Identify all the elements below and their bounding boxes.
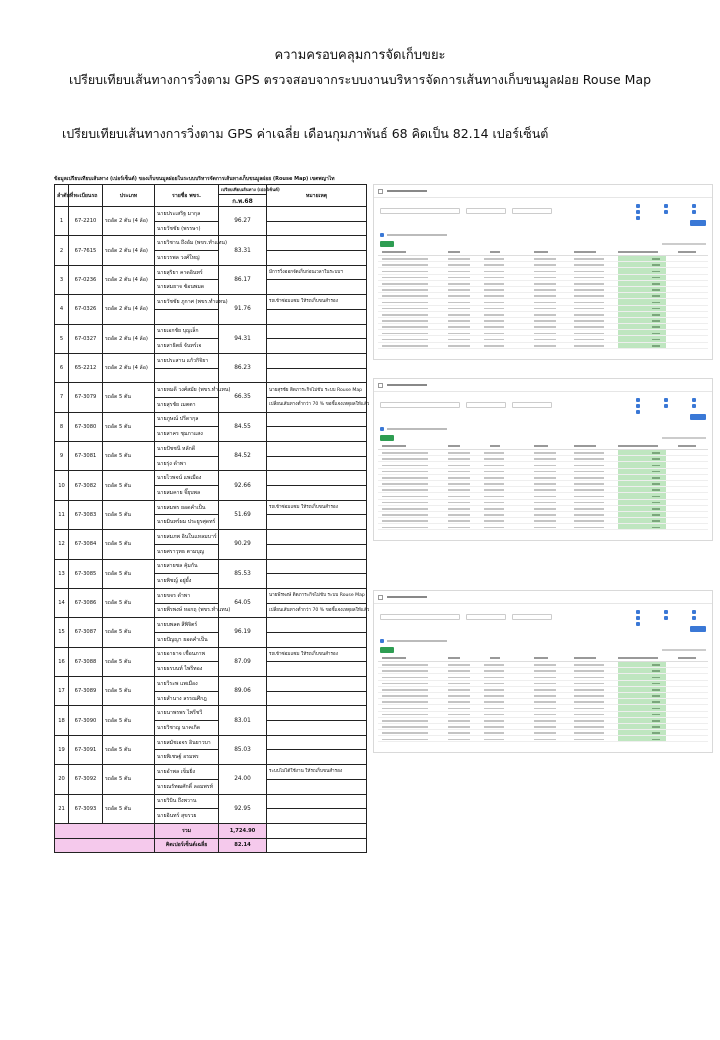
cell-percent: 96.27	[219, 207, 267, 236]
cell-percent: 83.01	[219, 706, 267, 735]
cell-note	[267, 750, 367, 765]
cell-staff: นายวัชชัย ภูกาศ (พขร.ทำแทน)	[155, 295, 219, 310]
table-row	[55, 647, 367, 662]
cell-plate: 67-3088	[69, 647, 103, 676]
cell-plate: 67-0326	[69, 295, 103, 324]
cell-percent: 51.69	[219, 500, 267, 529]
search-button[interactable]	[690, 626, 706, 632]
cell-no: 3	[55, 265, 69, 294]
cell-note: เปลี่ยนเส้นทางต่ำกว่า 70 % ขอชี้แจงเหตุผลให้แล้ว	[267, 397, 367, 412]
page-subtitle: เปรียบเทียบเส้นทางการวิ่งตาม GPS ตรวจสอบจากระบบงานบริหารจัดการเส้นทางเก็บขนมูลฝอย Rouse Map	[68, 72, 652, 87]
cell-note	[267, 530, 367, 545]
cell-note: รถเข้าซ่อมแซม ให้รถเก็บขนสำรอง	[267, 295, 367, 310]
cell-type: รถอัด 2 ตัน (4 ล้อ)	[103, 353, 155, 382]
cell-note	[267, 368, 367, 383]
col-header-type: ประเภท	[103, 185, 155, 207]
cell-type: รถอัด 5 ตัน	[103, 559, 155, 588]
cell-plate: 67-3083	[69, 500, 103, 529]
cell-staff: นายวรพล วงศ์ใหญ่	[155, 251, 219, 266]
cell-note	[267, 559, 367, 574]
cell-type: รถอัด 5 ตัน	[103, 794, 155, 823]
panel-filter	[374, 198, 712, 230]
cell-note	[267, 632, 367, 647]
panel-header	[374, 185, 712, 198]
cell-percent: 85.53	[219, 559, 267, 588]
cell-no: 12	[55, 530, 69, 559]
cell-staff: นายสำนาง ลรรณศึกฎ	[155, 691, 219, 706]
table-row	[55, 677, 367, 692]
panel-filter	[374, 604, 712, 636]
cell-no: 16	[55, 647, 69, 676]
cell-no: 10	[55, 471, 69, 500]
table-title: ข้อมูลเปรียบเทียบเส้นทาง (เปอร์เซ็นต์) ของเก็บขนมูลฝอยในระบบบริหารจัดการเส้นทางเก็บขนมูลฝอย (Rouse Map) เขตพญาไท	[54, 176, 335, 182]
export-button[interactable]	[380, 647, 394, 653]
table-row	[55, 324, 367, 339]
cell-note	[267, 412, 367, 427]
cell-no: 15	[55, 618, 69, 647]
cell-staff: นายพิเชษฐ์ อรมพร	[155, 750, 219, 765]
cell-percent: 84.55	[219, 412, 267, 441]
cell-plate: 67-3079	[69, 383, 103, 412]
cell-staff: นายสุรชัย เมตตา	[155, 397, 219, 412]
cell-no: 13	[55, 559, 69, 588]
cell-staff: นายขจร ดำพา	[155, 588, 219, 603]
cell-plate: 67-3084	[69, 530, 103, 559]
page-title: ความครอบคลุมการจัดเก็บขยะ	[274, 48, 446, 63]
cell-no: 19	[55, 735, 69, 764]
cell-staff: นายสมัชเอจร อินยาวบา	[155, 735, 219, 750]
cell-staff: นายเอกชัย บุญเล็ก	[155, 324, 219, 339]
cell-plate: 67-0327	[69, 324, 103, 353]
cell-no: 5	[55, 324, 69, 353]
cell-type: รถอัด 2 ตัน (4 ล้อ)	[103, 207, 155, 236]
cell-note: รถเข้าซ่อมแซม ให้รถเก็บขนสำรอง	[267, 500, 367, 515]
cell-note	[267, 691, 367, 706]
cell-note	[267, 794, 367, 809]
cell-percent: 92.95	[219, 794, 267, 823]
cell-type: รถอัด 5 ตัน	[103, 618, 155, 647]
panel-header	[374, 379, 712, 392]
cell-note	[267, 735, 367, 750]
table-row	[55, 207, 367, 222]
cell-staff: นายวิบิน ถึงพวาน	[155, 794, 219, 809]
cell-staff: นายสมยาจ ซ้อนพมด	[155, 280, 219, 295]
cell-percent: 24.00	[219, 765, 267, 794]
cell-staff: นายหมดี วงศ์สมัย (พขร.ทำแทน)	[155, 383, 219, 398]
cell-percent: 83.31	[219, 236, 267, 265]
cell-staff: นายอำพล เข็มยิ่ง	[155, 765, 219, 780]
cell-no: 18	[55, 706, 69, 735]
cell-percent: 90.29	[219, 530, 267, 559]
cell-note	[267, 662, 367, 677]
cell-staff: นายวิชาญ นาคเกิด	[155, 721, 219, 736]
cell-no: 17	[55, 677, 69, 706]
cell-type: รถอัด 5 ตัน	[103, 647, 155, 676]
cell-staff: นายสมคาย จี๊ยุบพล	[155, 486, 219, 501]
table-row	[55, 353, 367, 368]
cell-no: 20	[55, 765, 69, 794]
cell-percent: 84.52	[219, 442, 267, 471]
average-value: 82.14	[219, 838, 267, 853]
table-row	[55, 618, 367, 633]
search-button[interactable]	[690, 414, 706, 420]
cell-percent: 85.03	[219, 735, 267, 764]
cell-no: 8	[55, 412, 69, 441]
cell-percent: 92.66	[219, 471, 267, 500]
cell-staff: นายปัญญา ยอดคำเป็น	[155, 632, 219, 647]
cell-staff: นายนาพรพร ไพรีชวี	[155, 706, 219, 721]
cell-percent: 91.76	[219, 295, 267, 324]
table-row	[55, 412, 367, 427]
cell-note: มีการวิ่งออกจัดเก็บก่อนเวลาในระบบฯ	[267, 265, 367, 280]
search-button[interactable]	[690, 220, 706, 226]
cell-staff: นายวิชาน ถึงอัม (พขร.ทำแทน)	[155, 236, 219, 251]
cell-staff: นายรุ่ง ดำพา	[155, 456, 219, 471]
table-row	[55, 383, 367, 398]
cell-type: รถอัด 5 ตัน	[103, 735, 155, 764]
cell-note	[267, 309, 367, 324]
cell-type: รถอัด 5 ตัน	[103, 765, 155, 794]
average-row	[55, 838, 367, 853]
table-row	[55, 265, 367, 280]
col-header-staff: รายชื่อ พขร.	[155, 185, 219, 207]
total-value: 1,724.90	[219, 823, 267, 838]
cell-staff: นายภูษณ์ ปรีดากุล	[155, 412, 219, 427]
cell-type: รถอัด 2 ตัน (4 ล้อ)	[103, 324, 155, 353]
cell-no: 1	[55, 207, 69, 236]
cell-plate: 67-3087	[69, 618, 103, 647]
cell-note	[267, 236, 367, 251]
cell-staff: นายสุริยา คาดอินทร์	[155, 265, 219, 280]
table-row	[55, 471, 367, 486]
cell-no: 2	[55, 236, 69, 265]
cell-note	[267, 251, 367, 266]
export-button[interactable]	[380, 241, 394, 247]
cell-note	[267, 486, 367, 501]
cell-staff	[155, 368, 219, 383]
cell-staff: นายประเสริฐ มากุล	[155, 207, 219, 222]
cell-staff: นายสมพร ยอดคำเป็น	[155, 500, 219, 515]
cell-no: 7	[55, 383, 69, 412]
cell-note	[267, 809, 367, 824]
cell-plate: 67-0236	[69, 265, 103, 294]
cell-percent: 94.31	[219, 324, 267, 353]
cell-type: รถอัด 5 ตัน	[103, 530, 155, 559]
cell-note: รถเข้าซ่อมแซม ให้รถเก็บขนสำรอง	[267, 647, 367, 662]
cell-percent: 89.06	[219, 677, 267, 706]
cell-no: 21	[55, 794, 69, 823]
cell-type: รถอัด 5 ตัน	[103, 677, 155, 706]
cell-staff	[155, 309, 219, 324]
cell-note	[267, 207, 367, 222]
col-header-pct-group: เปรียบเทียบเส้นทาง (เปอร์เซ็นต์)	[219, 185, 267, 195]
col-header-plate: ทะเบียนรถ	[69, 185, 103, 207]
cell-note	[267, 280, 367, 295]
cell-note: เปลี่ยนเส้นทางต่ำกว่า 70 % ขอชี้แจงเหตุผลให้แล้ว	[267, 603, 367, 618]
cell-type: รถอัด 2 ตัน (4 ล้อ)	[103, 295, 155, 324]
cell-staff: นายพิชญ์ อยู่ยั้ง	[155, 574, 219, 589]
average-label: คิดเปอร์เซ็นต์เฉลี่ย	[155, 838, 219, 853]
cell-type: รถอัด 5 ตัน	[103, 442, 155, 471]
cell-note	[267, 544, 367, 559]
table-row	[55, 735, 367, 750]
cell-plate: 67-3080	[69, 412, 103, 441]
cell-plate: 67-3092	[69, 765, 103, 794]
cell-staff: นายอาธาจ เชื่อนภาพ	[155, 647, 219, 662]
cell-note	[267, 324, 367, 339]
cell-staff: นายวีระพ แพเมือง	[155, 677, 219, 692]
cell-percent: 66.35	[219, 383, 267, 412]
cell-staff: นายสายชล คุ้มกัน	[155, 559, 219, 574]
list-item	[378, 343, 708, 349]
comparison-table	[54, 184, 370, 853]
cell-plate: 67-3085	[69, 559, 103, 588]
cell-staff: นายปัชชนี หลักดี	[155, 442, 219, 457]
export-button[interactable]	[380, 435, 394, 441]
cell-note	[267, 706, 367, 721]
cell-plate: 65-2212	[69, 353, 103, 382]
cell-percent: 86.23	[219, 353, 267, 382]
summary-text: เปรียบเทียบเส้นทางการวิ่งตาม GPS ค่าเฉลี่ย เดือนกุมภาพันธ์ 68 คิดเป็น 82.14 เปอร์เซ็นต์	[62, 126, 549, 141]
cell-note	[267, 471, 367, 486]
cell-type: รถอัด 5 ตัน	[103, 588, 155, 617]
cell-staff: นายอินทร์ สุขรวย	[155, 809, 219, 824]
cell-percent: 86.17	[219, 265, 267, 294]
cell-type: รถอัด 5 ตัน	[103, 706, 155, 735]
cell-staff: นายณรัทฒศักดิ์ ลอมพรท์	[155, 779, 219, 794]
cell-staff: นายวัชชัย (พรรษา)	[155, 221, 219, 236]
cell-staff: นายสาธิตย์ จันทร์เจ	[155, 339, 219, 354]
cell-staff: นายศราวุทธ ตามบุญ	[155, 544, 219, 559]
cell-note	[267, 339, 367, 354]
table-row	[55, 500, 367, 515]
panel-filter	[374, 392, 712, 424]
col-header-note: หมายเหตุ	[267, 185, 367, 207]
cell-note	[267, 618, 367, 633]
cell-plate: 67-3091	[69, 735, 103, 764]
table-row	[55, 706, 367, 721]
cell-type: รถอัด 2 ตัน (4 ล้อ)	[103, 236, 155, 265]
total-row	[55, 823, 367, 838]
cell-plate: 67-3086	[69, 588, 103, 617]
cell-percent: 96.19	[219, 618, 267, 647]
cell-staff: นายสาคร ชุมภาแสง	[155, 427, 219, 442]
cell-note	[267, 427, 367, 442]
cell-note	[267, 721, 367, 736]
route-report-screenshot	[373, 590, 713, 753]
cell-plate: 67-3089	[69, 677, 103, 706]
cell-note	[267, 515, 367, 530]
cell-type: รถอัด 5 ตัน	[103, 383, 155, 412]
cell-note	[267, 442, 367, 457]
cell-note	[267, 221, 367, 236]
table-row	[55, 794, 367, 809]
col-header-month: ก.พ.68	[219, 195, 267, 207]
table-row	[55, 530, 367, 545]
cell-percent: 64.05	[219, 588, 267, 617]
cell-staff: นายพีรพงษ์ หอกฤ (พขร.ทำแทน)	[155, 603, 219, 618]
cell-note	[267, 779, 367, 794]
cell-staff: นายบพลต สีพิจิตร์	[155, 618, 219, 633]
table-row	[55, 765, 367, 780]
cell-plate: 67-3090	[69, 706, 103, 735]
table-row	[55, 559, 367, 574]
list-item	[378, 736, 708, 742]
cell-plate: 67-3093	[69, 794, 103, 823]
cell-plate: 67-2210	[69, 207, 103, 236]
cell-staff: นายประสาน แก้วกิจิยา	[155, 353, 219, 368]
table-row	[55, 442, 367, 457]
cell-type: รถอัด 5 ตัน	[103, 412, 155, 441]
table-row	[55, 236, 367, 251]
cell-staff: นายธรบนท์ ไพรีทอง	[155, 662, 219, 677]
cell-staff: นายไวพจน์ แพเมือง	[155, 471, 219, 486]
cell-note	[267, 353, 367, 368]
cell-note: นายพีรพงษ์ ติดภาระกิจไม่ขับ ระบบ Rouse Map	[267, 588, 367, 603]
cell-staff: นายสมภพ อินในแหลมบาร์	[155, 530, 219, 545]
cell-note	[267, 574, 367, 589]
route-report-screenshot	[373, 378, 713, 541]
cell-note	[267, 456, 367, 471]
cell-plate: 67-3081	[69, 442, 103, 471]
cell-no: 11	[55, 500, 69, 529]
cell-note: นายสุรชัย ติดภาระกิจไม่ขับ ระบบ Rouse Map	[267, 383, 367, 398]
cell-plate: 67-3082	[69, 471, 103, 500]
route-report-screenshot	[373, 184, 713, 360]
cell-no: 14	[55, 588, 69, 617]
cell-no: 6	[55, 353, 69, 382]
table-row	[55, 295, 367, 310]
cell-no: 4	[55, 295, 69, 324]
col-header-no: ลำดับที่	[55, 185, 69, 207]
cell-note: ระบบไม่ได้ใช้งาน ให้รถเก็บขนสำรอง	[267, 765, 367, 780]
list-item	[378, 524, 708, 530]
cell-staff: นายมินทร์ผม ประยูรศุดทร์	[155, 515, 219, 530]
cell-plate: 67-7615	[69, 236, 103, 265]
cell-no: 9	[55, 442, 69, 471]
cell-type: รถอัด 5 ตัน	[103, 471, 155, 500]
total-label: รวม	[155, 823, 219, 838]
table-row	[55, 588, 367, 603]
cell-type: รถอัด 2 ตัน (4 ล้อ)	[103, 265, 155, 294]
cell-type: รถอัด 5 ตัน	[103, 500, 155, 529]
cell-percent: 87.09	[219, 647, 267, 676]
panel-header	[374, 591, 712, 604]
cell-note	[267, 677, 367, 692]
